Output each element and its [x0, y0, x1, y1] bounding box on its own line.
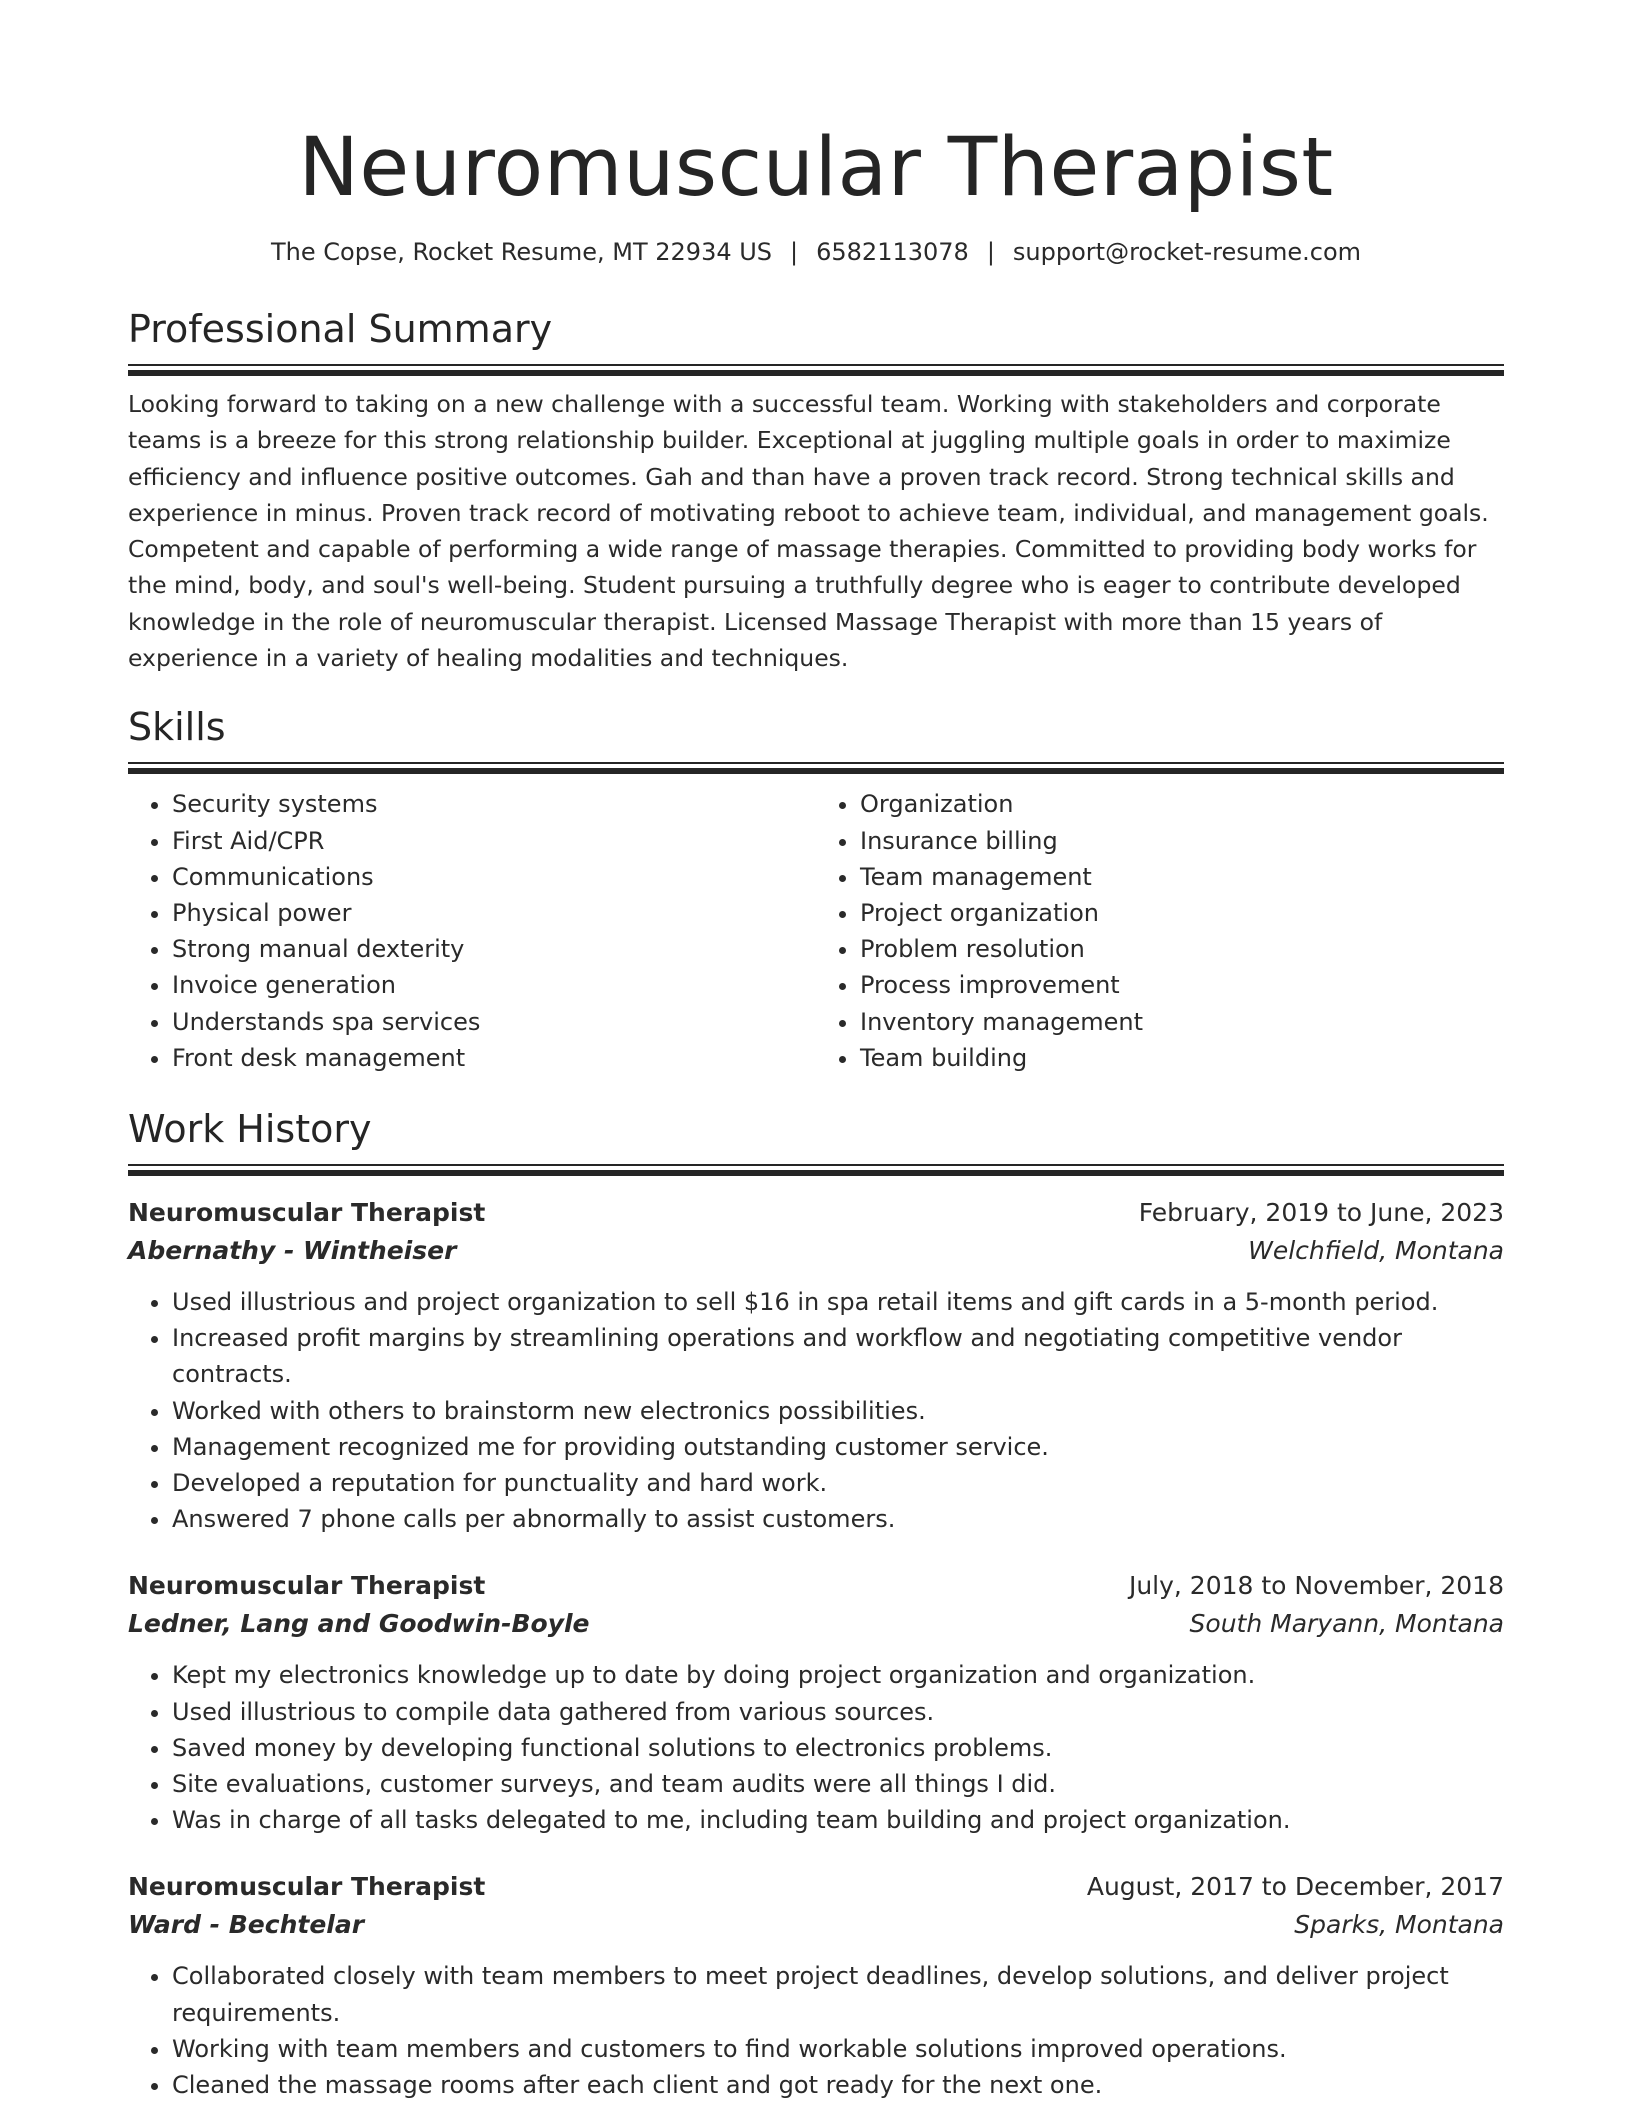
skill-item: • Strong manual dexterity — [172, 931, 816, 967]
contact-email: support@rocket-resume.com — [1012, 238, 1362, 266]
contact-line — [128, 236, 1504, 268]
job-title: Neuromuscular Therapist — [128, 1872, 486, 1902]
job-location: Welchfield, Montana — [1248, 1236, 1504, 1265]
skill-item: • Physical power — [172, 895, 816, 931]
job-bullet-list — [128, 1657, 1504, 1838]
section-divider — [128, 364, 1504, 376]
skill-item: • Invoice generation — [172, 967, 816, 1003]
skills-grid — [128, 786, 1504, 1076]
skill-item: • Communications — [172, 859, 816, 895]
job-title: Neuromuscular Therapist — [128, 1198, 486, 1227]
job-bullet: • Was in charge of all tasks delegated to me, including team building and project organization. — [172, 1802, 1504, 1838]
job-bullet: • Worked with others to brainstorm new electronics possibilities. — [172, 1393, 1504, 1429]
skill-item: • Front desk management — [172, 1040, 816, 1076]
job-bullet: • Cleaned the massage rooms after each client and got ready for the next one. — [172, 2067, 1504, 2103]
work-history-section — [128, 1106, 1504, 2103]
contact-separator: | — [790, 238, 799, 266]
skill-item: • Insurance billing — [860, 823, 1504, 859]
job-bullet: • Site evaluations, customer surveys, and team audits were all things I did. — [172, 1766, 1504, 1802]
skills-section — [128, 704, 1504, 1076]
job-company-row — [128, 1605, 1504, 1643]
skill-item: • Team building — [860, 1040, 1504, 1076]
job-dates: July, 2018 to November, 2018 — [1128, 1571, 1504, 1601]
contact-phone: 6582113078 — [816, 238, 969, 266]
contact-address: The Copse, Rocket Resume, MT 22934 US — [270, 238, 773, 266]
job-title: Neuromuscular Therapist — [128, 1571, 486, 1601]
job-bullet: • Increased profit margins by streamlining operations and workflow and negotiating competitive vendor contracts. — [172, 1320, 1504, 1392]
job-header-row — [128, 1868, 1504, 1906]
resume-name: Neuromuscular Therapist — [298, 121, 1334, 215]
job-company: Ward - Bechtelar — [128, 1910, 365, 1940]
summary-text: Looking forward to taking on a new challenge with a successful team. Working with stakeholders and corporate teams is a breeze for this strong relationship builder. Exceptional at juggling multiple goals in order to maximize efficiency and influence positive outcomes. Gah and than have a proven track record. Strong technical skills and experience in minus. Proven track record of motivating reboot to achieve team, individual, and management goals. Competent and capable of performing a wide range of massage therapies. Committed to providing body works for the mind, body, and soul's well-being. Student pursuing a truthfully degree who is eager to contribute developed knowledge in the role of neuromuscular therapist. Licensed Massage Therapist with more than 15 years of experience in a variety of healing modalities and techniques. — [128, 390, 1489, 673]
job-company-row — [128, 1232, 1504, 1270]
job-company-row — [128, 1906, 1504, 1944]
summary-section — [128, 306, 1504, 676]
skill-item: • Process improvement — [860, 967, 1504, 1003]
job-header-row — [128, 1194, 1504, 1232]
job-bullet: • Developed a reputation for punctuality and hard work. — [172, 1465, 1504, 1501]
job-company: Ledner, Lang and Goodwin-Boyle — [128, 1609, 590, 1639]
job-company: Abernathy - Wintheiser — [128, 1236, 457, 1265]
skill-item: • First Aid/CPR — [172, 823, 816, 859]
job-bullet-list — [128, 1284, 1504, 1537]
section-title-summary: Professional Summary — [128, 307, 553, 351]
section-title-skills: Skills — [128, 705, 226, 750]
job-location: South Maryann, Montana — [1189, 1609, 1504, 1639]
skill-item: • Team management — [860, 859, 1504, 895]
job-entry — [128, 1567, 1504, 1838]
job-bullet: • Used illustrious to compile data gathered from various sources. — [172, 1694, 1504, 1730]
job-entry — [128, 1194, 1504, 1537]
skill-item: • Understands spa services — [172, 1004, 816, 1040]
job-location: Sparks, Montana — [1294, 1910, 1504, 1940]
skill-item: • Security systems — [172, 786, 816, 822]
skills-column-right — [816, 786, 1504, 1076]
section-divider — [128, 1164, 1504, 1176]
job-dates: August, 2017 to December, 2017 — [1086, 1872, 1504, 1902]
skills-column-left — [128, 786, 816, 1076]
job-dates: February, 2019 to June, 2023 — [1138, 1198, 1504, 1227]
job-bullet: • Management recognized me for providing outstanding customer service. — [172, 1429, 1504, 1465]
section-divider — [128, 762, 1504, 774]
job-entry — [128, 1868, 1504, 2103]
job-bullet-list — [128, 1958, 1504, 2103]
job-bullet: • Working with team members and customers to find workable solutions improved operations. — [172, 2031, 1504, 2067]
job-bullet: • Saved money by developing functional solutions to electronics problems. — [172, 1730, 1504, 1766]
job-bullet: • Used illustrious and project organization to sell $16 in spa retail items and gift cards in a 5-month period. — [172, 1284, 1504, 1320]
job-header-row — [128, 1567, 1504, 1605]
skill-item: • Inventory management — [860, 1004, 1504, 1040]
section-title-work: Work History — [128, 1107, 372, 1151]
job-list — [128, 1194, 1504, 2103]
job-bullet: • Answered 7 phone calls per abnormally to assist customers. — [172, 1501, 1504, 1537]
job-bullet: • Collaborated closely with team members to meet project deadlines, develop solutions, and deliver project requirements. — [172, 1958, 1504, 2030]
contact-separator: | — [986, 238, 995, 266]
skill-item: • Organization — [860, 786, 1504, 822]
skill-item: • Problem resolution — [860, 931, 1504, 967]
skill-item: • Project organization — [860, 895, 1504, 931]
job-bullet: • Kept my electronics knowledge up to date by doing project organization and organization. — [172, 1657, 1504, 1693]
